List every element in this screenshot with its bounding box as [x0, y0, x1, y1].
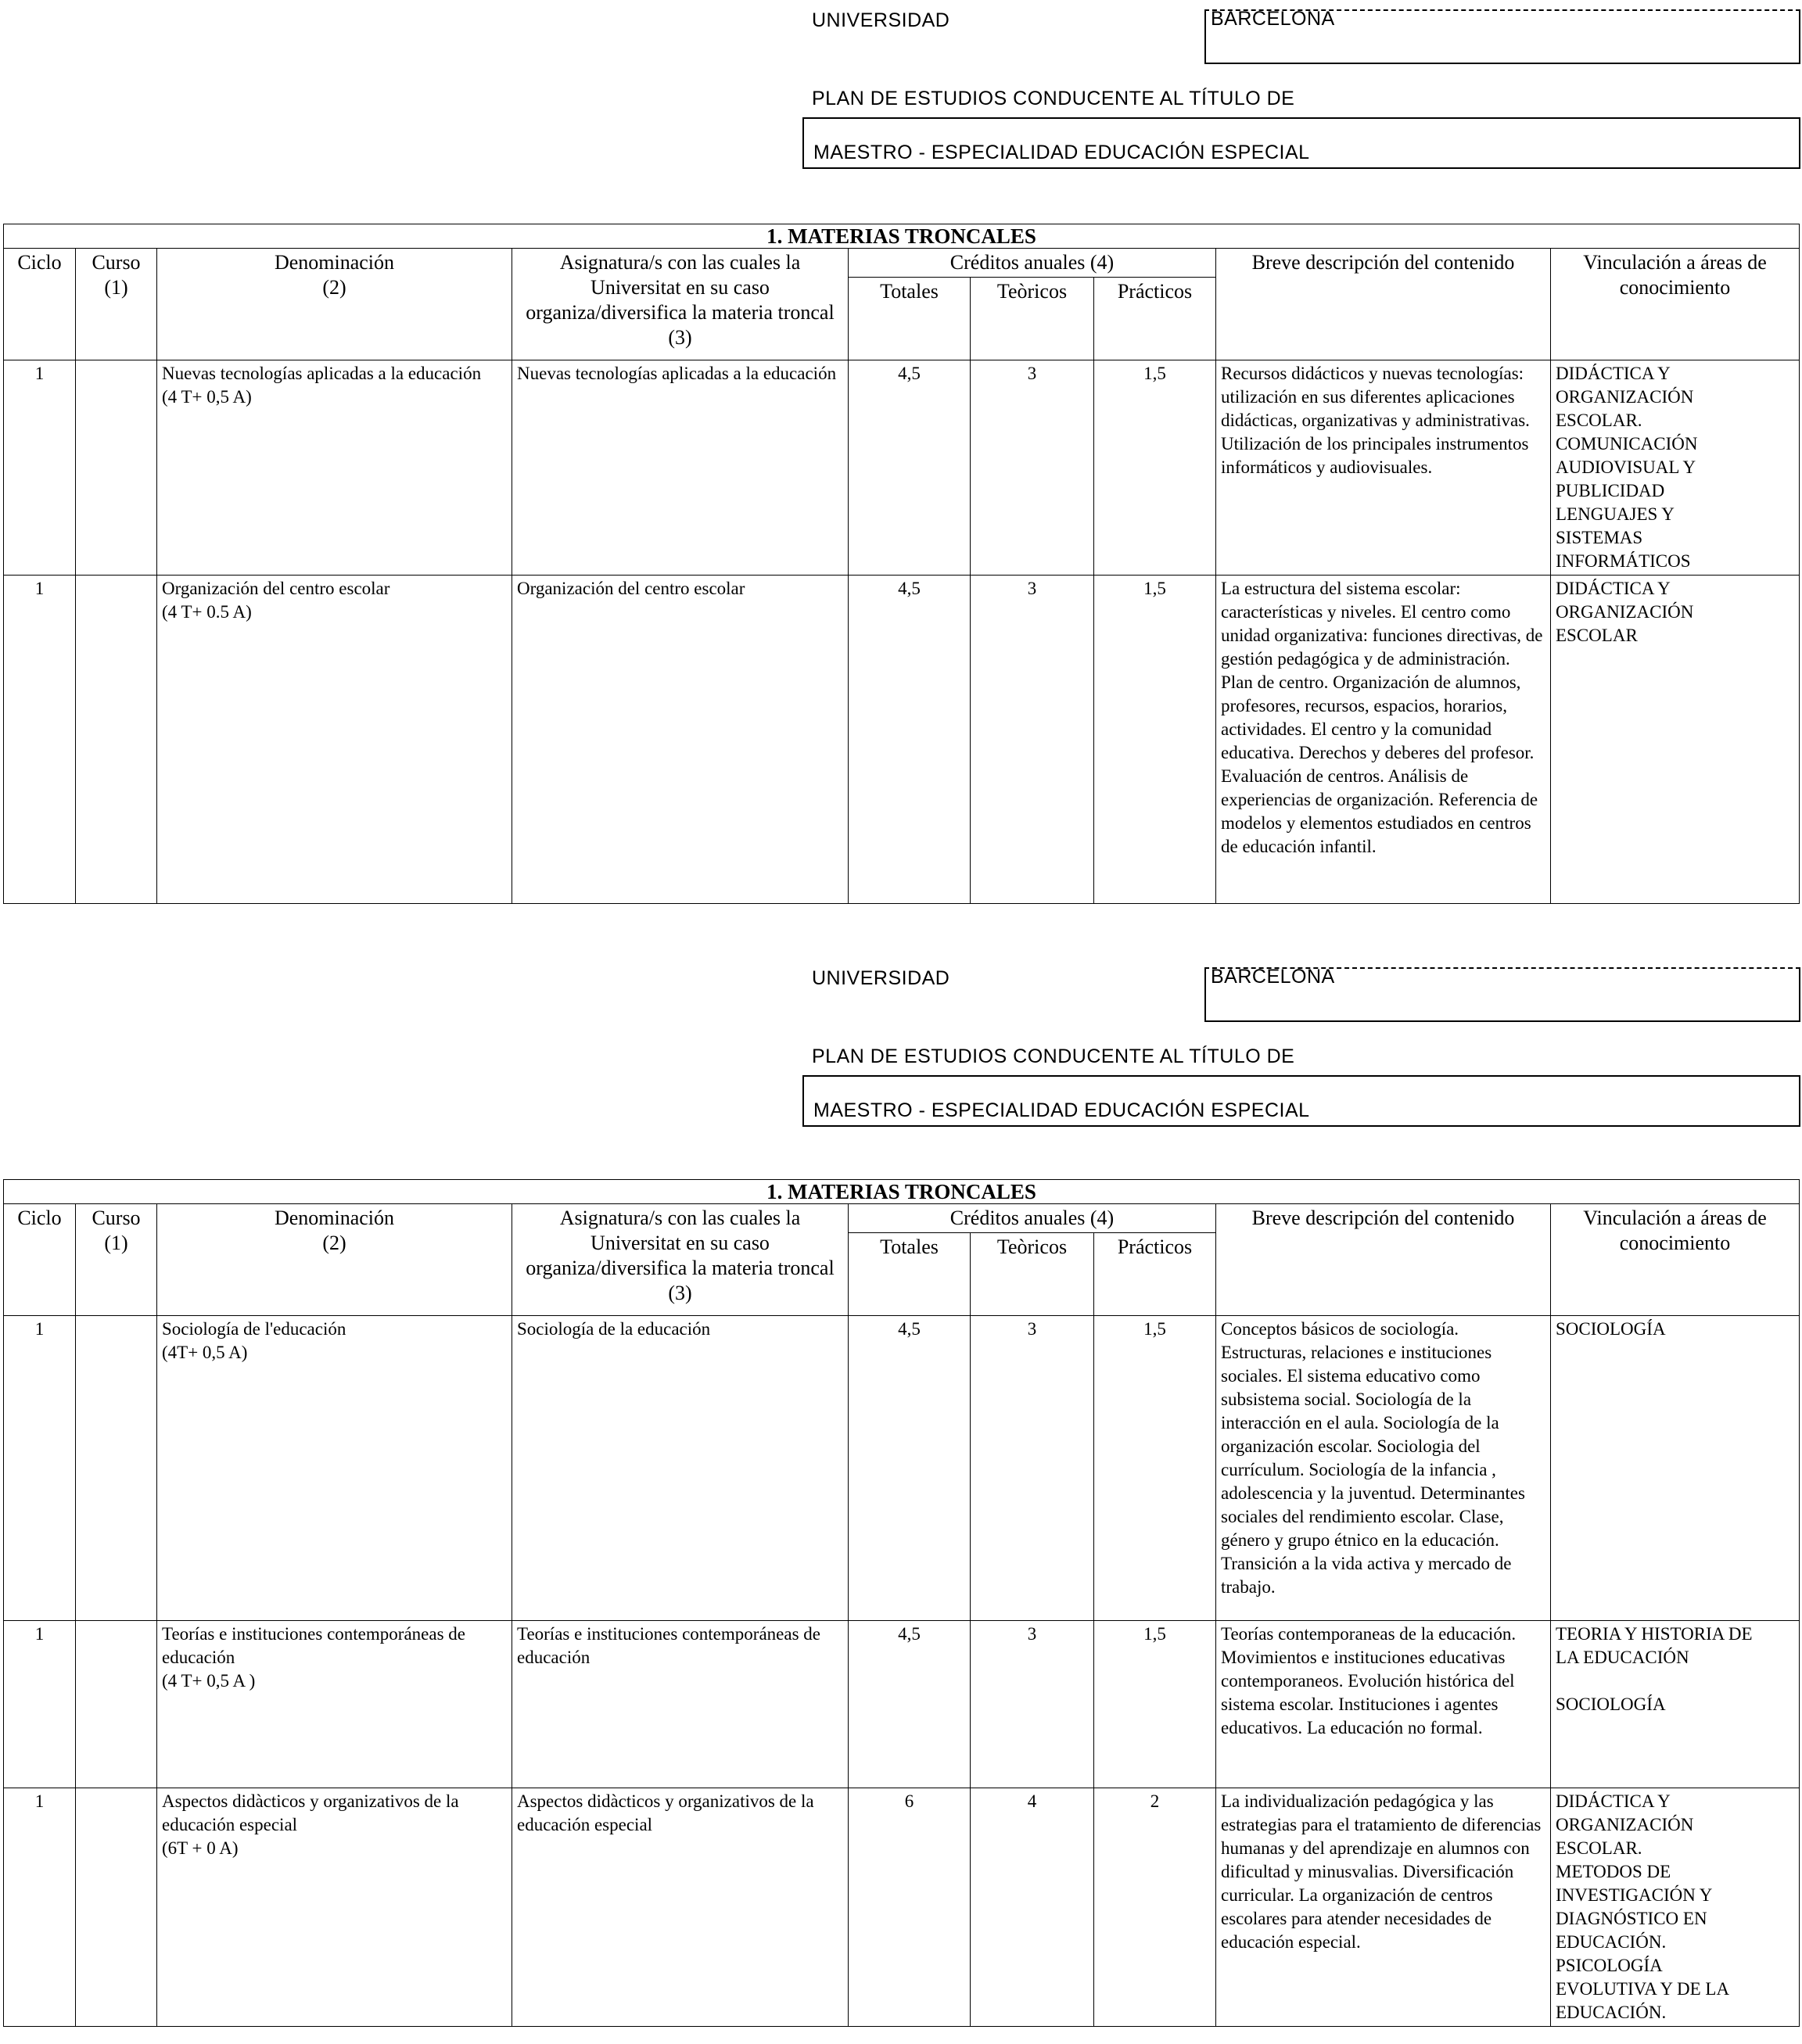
cell-totales: 4,5: [849, 360, 971, 576]
cell-vinculacion: DIDÁCTICA Y ORGANIZACIÓN ESCOLAR: [1551, 576, 1800, 904]
materias-troncales-table: [3, 1179, 1800, 2027]
titulo-value: MAESTRO - ESPECIALIDAD EDUCACIÓN ESPECIAL: [813, 142, 1310, 163]
cell-curso: [76, 1316, 157, 1621]
cell-practicos: 1,5: [1094, 1316, 1216, 1621]
header-asignatura: Asignatura/s con las cuales la Universitat en su caso organiza/diversifica la materia troncal (3): [512, 249, 849, 360]
materias-troncales-table: [3, 224, 1800, 904]
cell-vinculacion: DIDÁCTICA Y ORGANIZACIÓN ESCOLAR. COMUNICACIÓN AUDIOVISUAL Y PUBLICIDAD LENGUAJES Y SISTEMAS INFORMÁTICOS: [1551, 360, 1800, 576]
form-page-2: [0, 958, 1802, 2044]
cell-denominacion: [157, 1316, 512, 1621]
table-row: [4, 1788, 1800, 2027]
denominacion-credits: (4 T+ 0,5 A ): [162, 1671, 256, 1691]
cell-asignatura: Organización del centro escolar: [512, 576, 849, 904]
table-row: [4, 360, 1800, 576]
cell-curso: [76, 576, 157, 904]
cell-curso: [76, 360, 157, 576]
cell-vinculacion: SOCIOLOGÍA: [1551, 1316, 1800, 1621]
cell-teoricos: 3: [971, 360, 1094, 576]
cell-teoricos: 4: [971, 1788, 1094, 2027]
header-denominacion-note: (2): [322, 276, 346, 299]
header-practicos: Prácticos: [1094, 1233, 1216, 1316]
table-row: [4, 576, 1800, 904]
universidad-label: UNIVERSIDAD: [812, 9, 950, 31]
universidad-label: UNIVERSIDAD: [812, 967, 950, 989]
header-creditos: Créditos anuales (4): [849, 1204, 1216, 1233]
denominacion-text: Aspectos didàcticos y organizativos de la educación especial: [162, 1791, 459, 1834]
cell-asignatura: Teorías e instituciones contemporáneas de educación: [512, 1621, 849, 1788]
denominacion-credits: (4 T+ 0,5 A): [162, 387, 252, 407]
cell-ciclo: 1: [4, 360, 76, 576]
table-row: [4, 1316, 1800, 1621]
header-denominacion: [157, 249, 512, 360]
table-caption: 1. MATERIAS TRONCALES: [4, 1180, 1800, 1204]
cell-teoricos: 3: [971, 1316, 1094, 1621]
plan-label: PLAN DE ESTUDIOS CONDUCENTE AL TÍTULO DE: [812, 88, 1295, 109]
titulo-box: [802, 1075, 1800, 1127]
cell-descripcion: La individualización pedagógica y las estrategias para el tratamiento de diferencias humanas y del aprendizaje en alumnos con dificultad y minusvalias. Diversificación curricular. La organización de centros escolares para atender necesidades de educación especial.: [1216, 1788, 1551, 2027]
cell-ciclo: 1: [4, 1788, 76, 2027]
denominacion-credits: (6T + 0 A): [162, 1838, 239, 1858]
cell-asignatura: Aspectos didàcticos y organizativos de la educación especial: [512, 1788, 849, 2027]
cell-teoricos: 3: [971, 1621, 1094, 1788]
header-totales: Totales: [849, 1233, 971, 1316]
header-curso: [76, 249, 157, 360]
cell-descripcion: Conceptos básicos de sociología. Estructuras, relaciones e instituciones sociales. El sistema educativo como subsistema social. Sociología de la interacción en el aula. Sociología de la organización escolar. Sociologia del currículum. Sociología de la infancia , adolescencia y la juventud. Determinantes sociales del rendimiento escolar. Clase, género y grupo étnico en la educación. Transición a la vida activa y mercado de trabajo.: [1216, 1316, 1551, 1621]
header-ciclo: Ciclo: [4, 249, 76, 360]
cell-asignatura: Nuevas tecnologías aplicadas a la educación: [512, 360, 849, 576]
denominacion-text: Organización del centro escolar: [162, 579, 390, 598]
universidad-box: [1204, 9, 1800, 64]
header-ciclo: Ciclo: [4, 1204, 76, 1316]
cell-teoricos: 3: [971, 576, 1094, 904]
cell-ciclo: 1: [4, 1316, 76, 1621]
cell-totales: 4,5: [849, 1621, 971, 1788]
table-row: [4, 1621, 1800, 1788]
denominacion-credits: (4T+ 0,5 A): [162, 1343, 248, 1362]
cell-denominacion: [157, 576, 512, 904]
titulo-value: MAESTRO - ESPECIALIDAD EDUCACIÓN ESPECIAL: [813, 1099, 1310, 1121]
header-totales: Totales: [849, 278, 971, 360]
cell-descripcion: Recursos didácticos y nuevas tecnologías: utilización en sus diferentes aplicaciones didácticas, organizativas y administrativas. Utilización de los principales instrumentos informáticos y audiovisuales.: [1216, 360, 1551, 576]
cell-descripcion: Teorías contemporaneas de la educación. Movimientos e instituciones educativas contemporaneos. Evolución histórica del sistema escolar. Instituciones i agentes educativos. La educación no formal.: [1216, 1621, 1551, 1788]
header-teoricos: Teòricos: [971, 1233, 1094, 1316]
cell-totales: 4,5: [849, 576, 971, 904]
cell-practicos: 1,5: [1094, 1621, 1216, 1788]
cell-curso: [76, 1621, 157, 1788]
denominacion-text: Teorías e instituciones contemporáneas de educación: [162, 1624, 465, 1667]
cell-ciclo: 1: [4, 1621, 76, 1788]
cell-denominacion: [157, 360, 512, 576]
cell-ciclo: 1: [4, 576, 76, 904]
plan-label: PLAN DE ESTUDIOS CONDUCENTE AL TÍTULO DE: [812, 1045, 1295, 1067]
header-descripcion: Breve descripción del contenido: [1216, 1204, 1551, 1316]
cell-asignatura: Sociología de la educación: [512, 1316, 849, 1621]
denominacion-text: Sociología de l'educación: [162, 1319, 346, 1339]
denominacion-text: Nuevas tecnologías aplicadas a la educación: [162, 364, 482, 383]
header-teoricos: Teòricos: [971, 278, 1094, 360]
universidad-value: BARCELONA: [1211, 8, 1335, 30]
header-denominacion: [157, 1204, 512, 1316]
cell-curso: [76, 1788, 157, 2027]
header-creditos: Créditos anuales (4): [849, 249, 1216, 278]
header-curso-note: (1): [104, 1232, 128, 1254]
header-curso-label: Curso: [92, 251, 141, 274]
titulo-box: [802, 117, 1800, 169]
universidad-value: BARCELONA: [1211, 966, 1335, 988]
cell-totales: 4,5: [849, 1316, 971, 1621]
header-asignatura: Asignatura/s con las cuales la Universitat en su caso organiza/diversifica la materia troncal (3): [512, 1204, 849, 1316]
cell-descripcion: La estructura del sistema escolar: características y niveles. El centro como unidad organizativa: funciones directivas, de gestión pedagógica y de administración. Plan de centro. Organización de alumnos, profesores, recursos, espacios, horarios, actividades. El centro y la comunidad educativa. Derechos y deberes del profesor. Evaluación de centros. Análisis de experiencias de organización. Referencia de modelos y elementos estudiados en centros de educación infantil.: [1216, 576, 1551, 904]
header-descripcion: Breve descripción del contenido: [1216, 249, 1551, 360]
header-denominacion-note: (2): [322, 1232, 346, 1254]
cell-practicos: 1,5: [1094, 360, 1216, 576]
header-curso-note: (1): [104, 276, 128, 299]
cell-vinculacion: TEORIA Y HISTORIA DE LA EDUCACIÓN SOCIOLOGÍA: [1551, 1621, 1800, 1788]
header-vinculacion: Vinculación a áreas de conocimiento: [1551, 249, 1800, 360]
cell-totales: 6: [849, 1788, 971, 2027]
cell-denominacion: [157, 1621, 512, 1788]
header-denominacion-label: Denominación: [274, 1207, 395, 1229]
header-practicos: Prácticos: [1094, 278, 1216, 360]
cell-practicos: 2: [1094, 1788, 1216, 2027]
header-curso: [76, 1204, 157, 1316]
denominacion-credits: (4 T+ 0.5 A): [162, 602, 252, 622]
cell-practicos: 1,5: [1094, 576, 1216, 904]
header-curso-label: Curso: [92, 1207, 141, 1229]
header-vinculacion: Vinculación a áreas de conocimiento: [1551, 1204, 1800, 1316]
cell-denominacion: [157, 1788, 512, 2027]
form-page-1: [0, 0, 1802, 907]
table-caption: 1. MATERIAS TRONCALES: [4, 224, 1800, 249]
universidad-box: [1204, 967, 1800, 1022]
cell-vinculacion: DIDÁCTICA Y ORGANIZACIÓN ESCOLAR. METODOS DE INVESTIGACIÓN Y DIAGNÓSTICO EN EDUCACIÓN. PSICOLOGÍA EVOLUTIVA Y DE LA EDUCACIÓN.: [1551, 1788, 1800, 2027]
header-denominacion-label: Denominación: [274, 251, 395, 274]
